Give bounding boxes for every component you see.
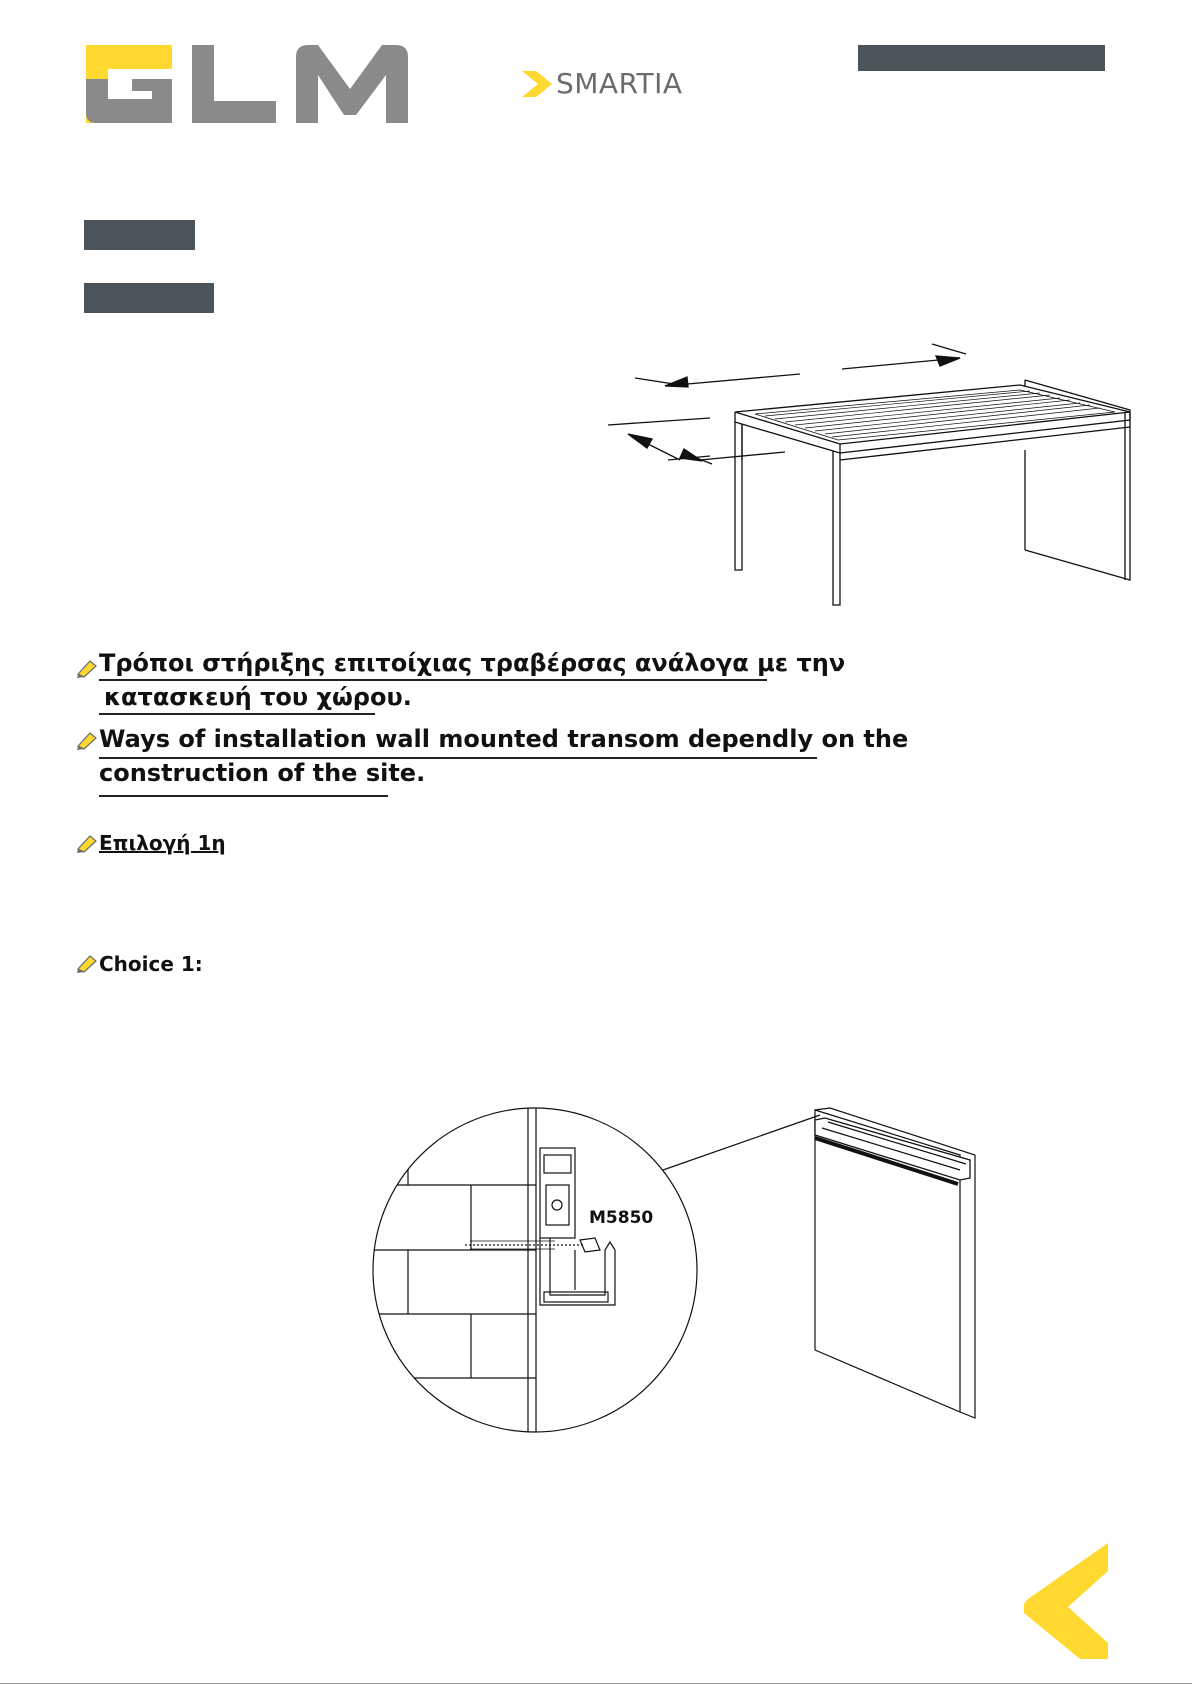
pergola-illustration bbox=[580, 340, 1140, 610]
wall-detail-illustration bbox=[370, 1100, 990, 1440]
header-bar bbox=[858, 45, 1105, 71]
label-bar-1 bbox=[84, 220, 195, 250]
smartia-chevron-icon bbox=[522, 71, 552, 97]
smartia-logo bbox=[522, 68, 702, 100]
title-greek-underline-2 bbox=[99, 713, 375, 715]
pencil-bullet-icon bbox=[76, 953, 98, 973]
title-greek-line-2 bbox=[104, 680, 412, 714]
title-greek-line-1: Τρόποι στήριξης επιτοίχιας τραβέρσας ανάλογα με την bbox=[99, 649, 846, 677]
title-english-line-2: construction of the site. bbox=[99, 759, 426, 787]
pencil-bullet-icon bbox=[76, 730, 98, 750]
option-english-label: Choice 1: bbox=[99, 952, 203, 976]
option-greek-label: Επιλογή 1η bbox=[99, 831, 226, 855]
label-bar-2 bbox=[84, 283, 214, 313]
title-english-line-1: Ways of installation wall mounted transom dependly on the bbox=[99, 725, 909, 753]
brand-text: SMARTIA bbox=[556, 67, 683, 100]
pencil-bullet-icon bbox=[76, 658, 98, 678]
title-greek-line-2-text: κατασκευή του χώρου bbox=[104, 683, 403, 711]
title-english-underline-2 bbox=[99, 795, 388, 797]
title-greek-period: . bbox=[402, 683, 412, 711]
chevron-corner-icon bbox=[1024, 1543, 1108, 1659]
footer-line bbox=[0, 1683, 1192, 1684]
profile-code-label: M5850 bbox=[589, 1208, 654, 1228]
pencil-bullet-icon bbox=[76, 833, 98, 853]
glm-logo bbox=[86, 45, 416, 123]
